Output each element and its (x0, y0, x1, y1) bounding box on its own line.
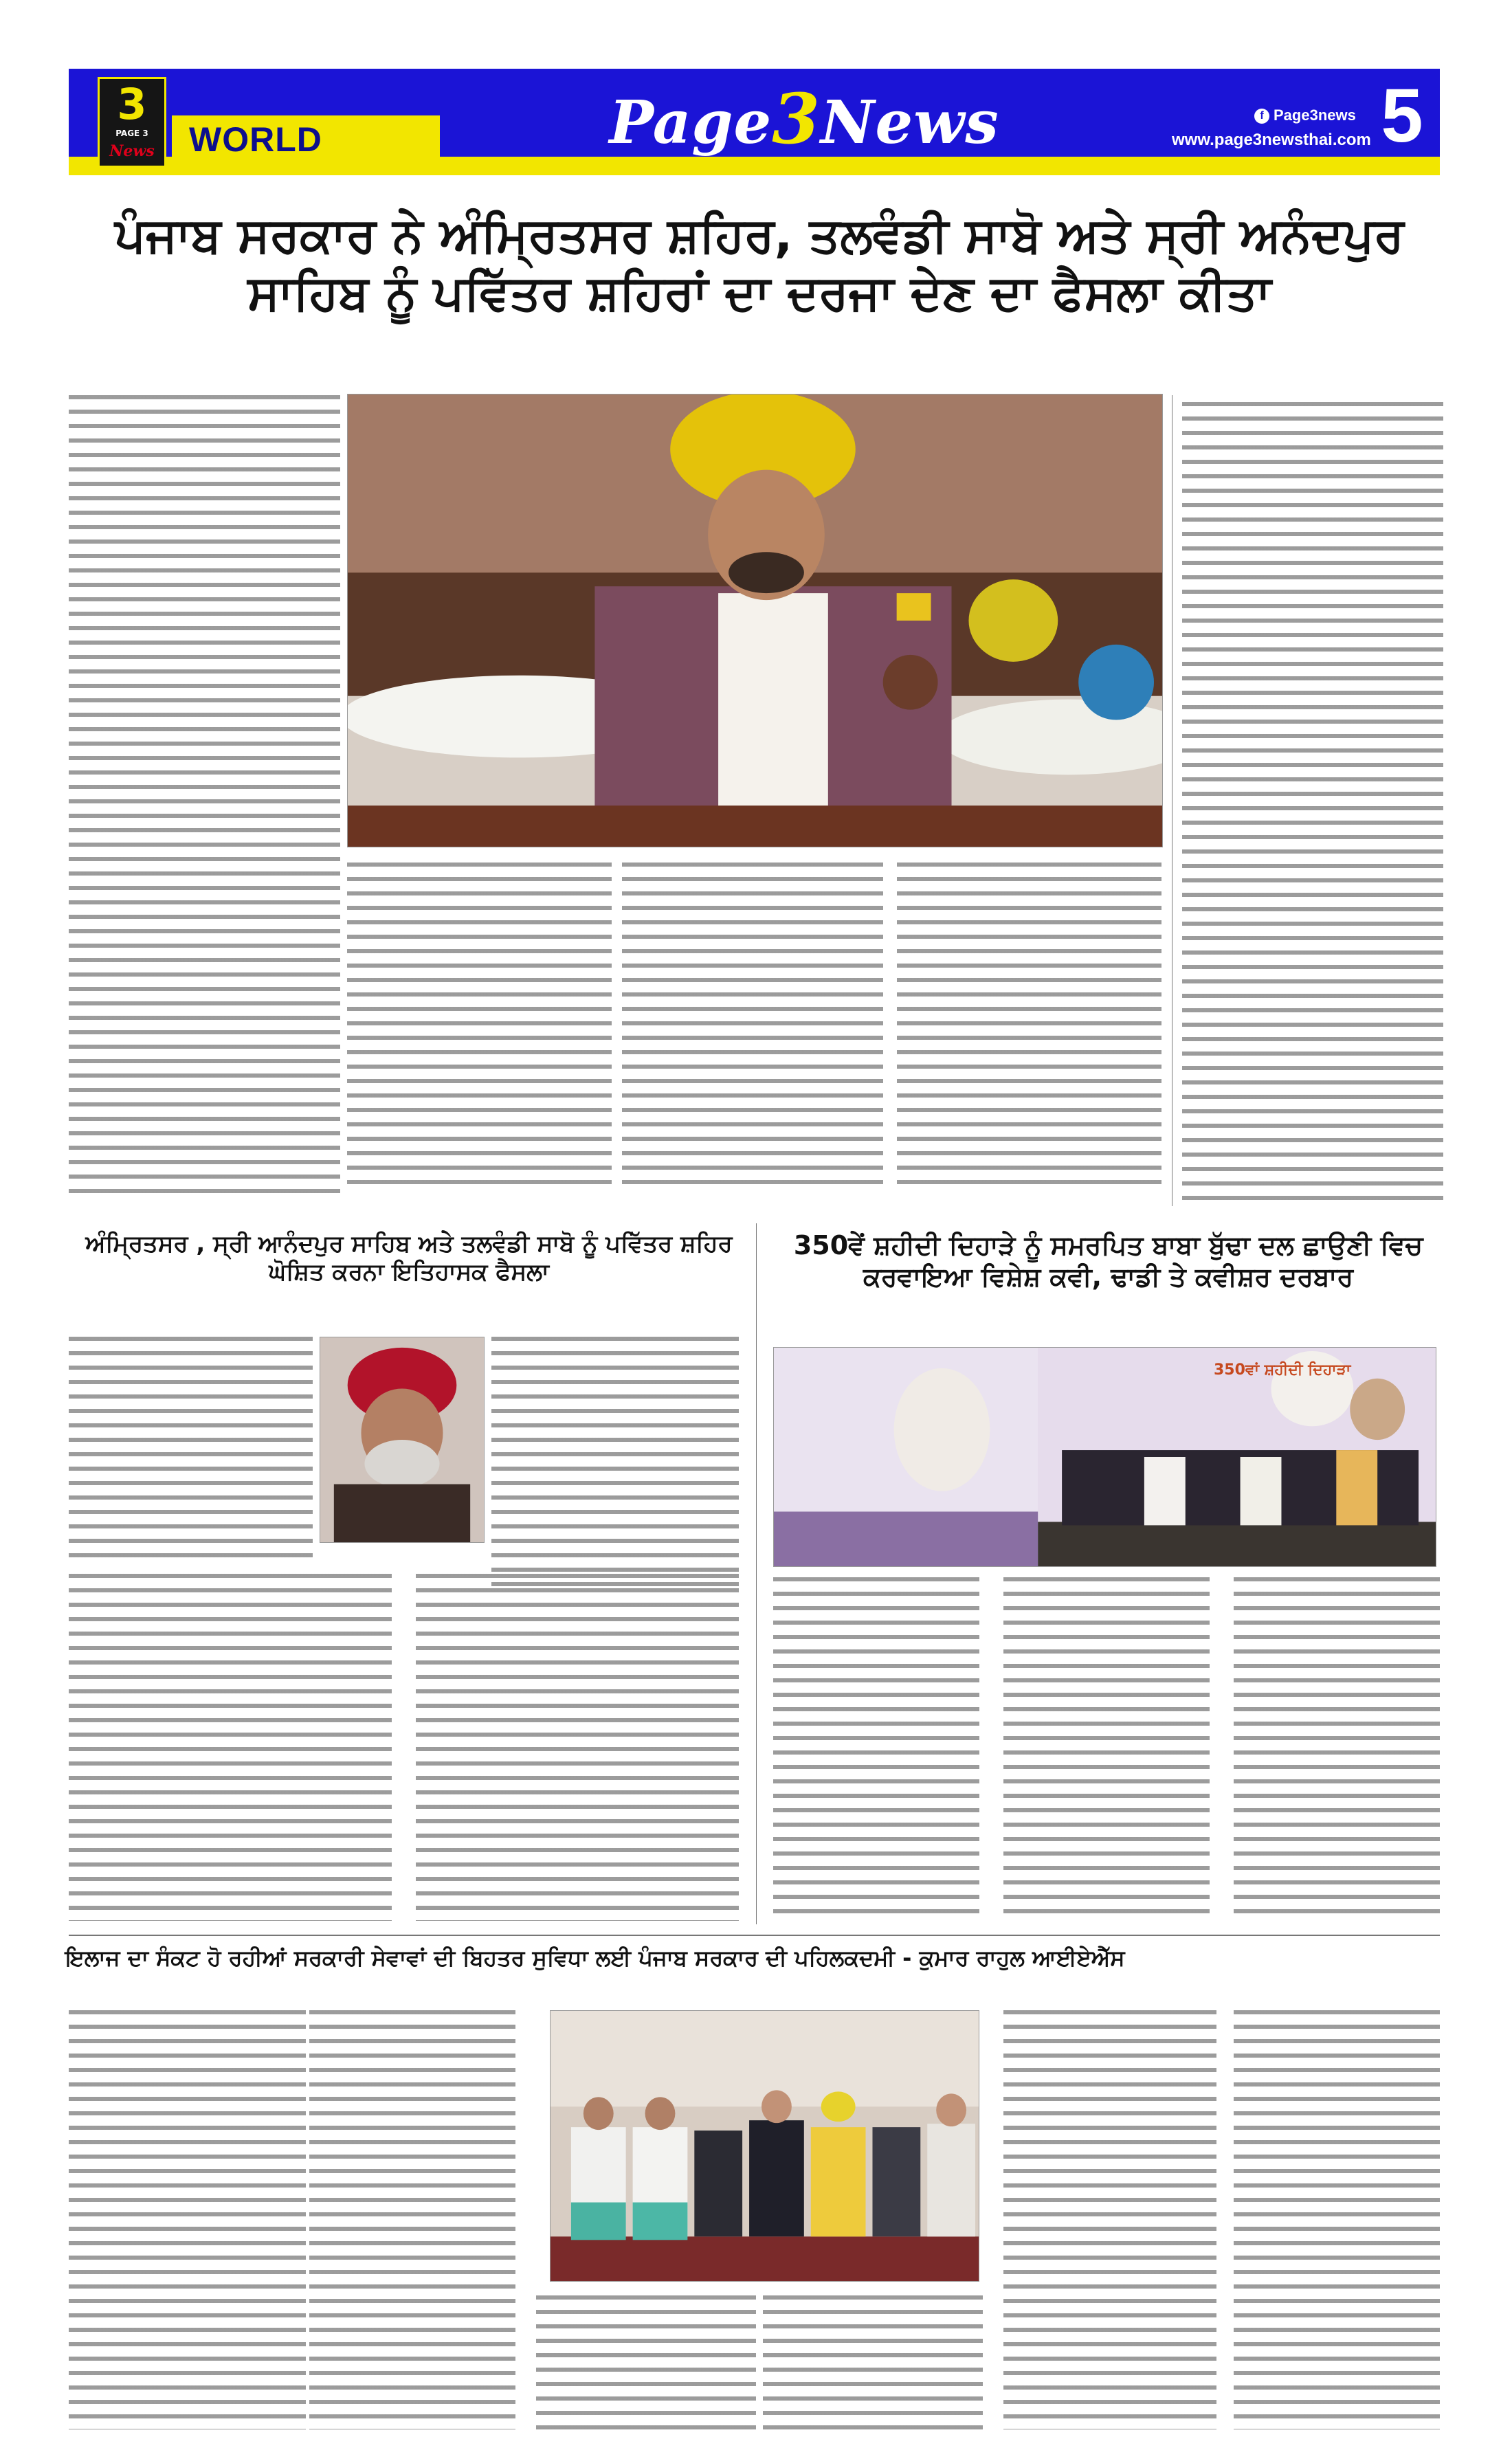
newspaper-title (605, 78, 1003, 159)
story1-photo-cm-speaking (347, 394, 1163, 847)
story4-headline: ਇਲਾਜ ਦਾ ਸੰਕਟ ਹੋ ਰਹੀਆਂ ਸਰਕਾਰੀ ਸੇਵਾਵਾਂ ਦੀ ਬਿਹਤਰ ਸੁਵਿਧਾ ਲਈ ਪੰਜਾਬ ਸਰਕਾਰ ਦੀ ਪਹਿਲਕਦਮੀ - ਕੁਮਾਰ ਰਾਹੁਲ ਆਈਏਐੱਸ (65, 1945, 1125, 1971)
section-label: WORLD (189, 120, 322, 159)
story4-column-4 (763, 2295, 983, 2429)
story3-photo-image (774, 1348, 1436, 1566)
facebook-icon: f (1254, 109, 1269, 124)
story1-column-2 (347, 863, 612, 1186)
story4-column-2 (309, 2010, 515, 2429)
story2-column-1a (69, 1337, 313, 1560)
story4-photo-image (551, 2011, 979, 2281)
story3-column-1 (773, 1577, 979, 1921)
story2-photo-portrait (320, 1337, 485, 1543)
story2-headline: ਅੰਮ੍ਰਿਤਸਰ , ਸ੍ਰੀ ਆਨੰਦਪੁਰ ਸਾਹਿਬ ਅਤੇ ਤਲਵੰਡੀ ਸਾਬੋ ਨੂੰ ਪਵਿੱਤਰ ਸ਼ਹਿਰ ਘੋਸ਼ਿਤ ਕਰਨਾ ਇਤਿਹਾਸਕ ਫੈਸਲਾ (85, 1230, 733, 1286)
story1-photo-image (348, 394, 1162, 847)
social-handle-text: Page3news (1274, 107, 1356, 124)
title-part1: Page (609, 88, 772, 157)
logo-number: 3 (117, 79, 147, 129)
logo-news-text: News (109, 142, 155, 160)
story1-column-3 (622, 863, 883, 1186)
page3-logo[interactable] (98, 77, 166, 168)
social-handle[interactable] (1254, 107, 1356, 124)
story1-headline: ਪੰਜਾਬ ਸਰਕਾਰ ਨੇ ਅੰਮ੍ਰਿਤਸਰ ਸ਼ਹਿਰ, ਤਲਵੰਡੀ ਸਾਬੋ ਅਤੇ ਸ੍ਰੀ ਅਨੰਦਪੁਰ ਸਾਹਿਬ ਨੂੰ ਪਵਿੱਤਰ ਸ਼ਹਿਰਾਂ ਦਾ ਦਰਜਾ ਦੇਣ ਦਾ ਫੈਸਲਾ ਕੀਤਾ (115, 207, 1404, 321)
story3-photo-banner: 350ਵਾਂ ਸ਼ਹੀਦੀ ਦਿਹਾੜਾ (1214, 1361, 1351, 1379)
story1-column-1 (69, 395, 340, 1196)
story3-headline: 350ਵੇਂ ਸ਼ਹੀਦੀ ਦਿਹਾੜੇ ਨੂੰ ਸਮਰਪਿਤ ਬਾਬਾ ਬੁੱਢਾ ਦਲ ਛਾਉਣੀ ਵਿਚ ਕਰਵਾਇਆ ਵਿਸ਼ੇਸ਼ ਕਵੀ, ਢਾਡੀ ਤੇ ਕਵੀਸ਼ਰ ਦਰਬਾਰ (793, 1230, 1423, 1292)
page-number: 5 (1381, 74, 1423, 158)
story4-column-1 (69, 2010, 306, 2429)
story2-column-1b (69, 1574, 392, 1921)
story4-photo-group (550, 2010, 979, 2282)
story2-portrait-image (320, 1337, 484, 1542)
story3-column-2 (1003, 1577, 1210, 1921)
story1-column-4 (897, 863, 1161, 1186)
story2-column-3 (416, 1574, 739, 1921)
story1-column-5 (1182, 402, 1443, 1210)
masthead (69, 69, 1440, 175)
column-rule (756, 1223, 757, 1924)
section-rule (69, 1935, 1440, 1936)
story4-column-5 (1003, 2010, 1216, 2429)
story3-column-3 (1234, 1577, 1440, 1921)
story4-column-6 (1234, 2010, 1440, 2429)
website-link[interactable]: www.page3newsthai.com (1172, 131, 1371, 149)
story3-photo-darbar (773, 1347, 1436, 1567)
story4-column-3 (536, 2295, 756, 2429)
title-part2: News (820, 88, 999, 157)
story2-column-2 (491, 1337, 739, 1588)
logo-small-text: PAGE 3 (115, 129, 148, 138)
title-three: 3 (772, 78, 821, 159)
